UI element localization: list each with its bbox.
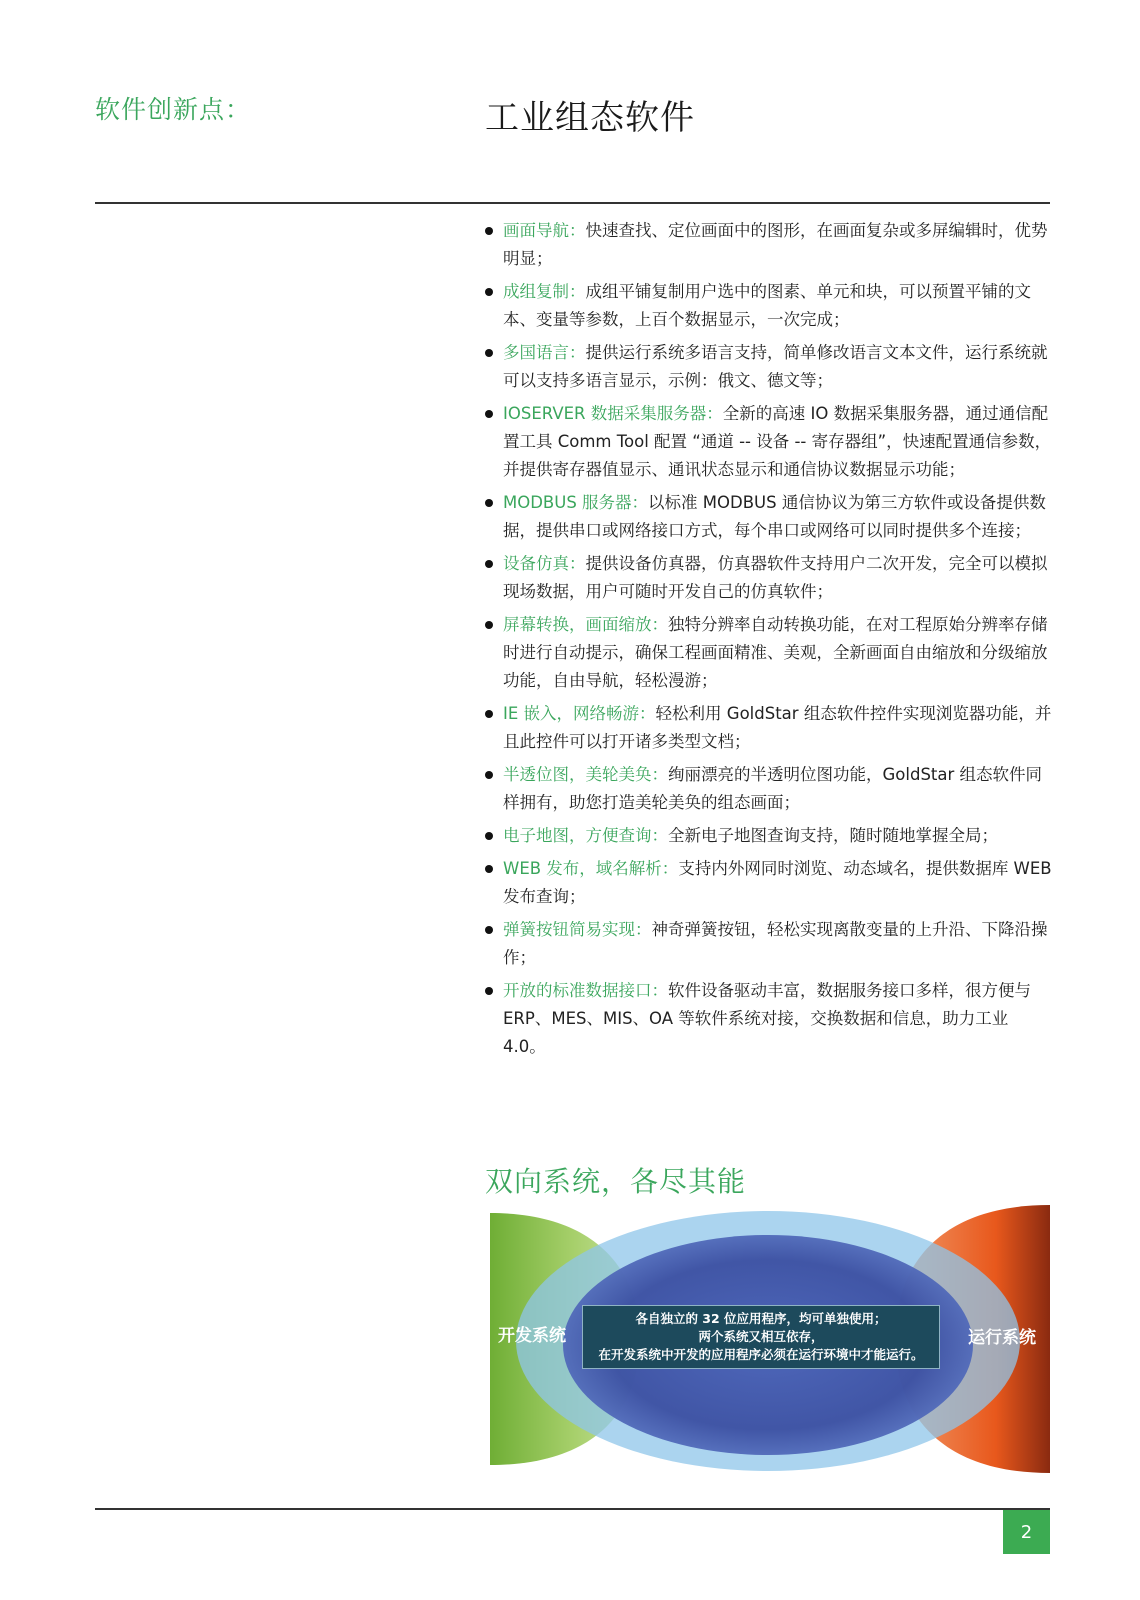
bullet-icon <box>485 560 493 568</box>
feature-key: MODBUS 服务器： <box>503 493 649 512</box>
feature-item <box>485 761 1055 817</box>
feature-item <box>485 400 1055 484</box>
feature-text: 轻松利用 GoldStar 组态软件控件实现浏览器功能，并且此控件可以打开诸多类型文档； <box>503 704 1052 751</box>
feature-key: 电子地图，方便查询： <box>503 826 668 845</box>
bullet-icon <box>485 227 493 235</box>
feature-text: 成组平铺复制用户选中的图素、单元和块，可以预置平铺的文本、变量等参数，上百个数据显示，一次完成； <box>503 282 1031 329</box>
page-title: 工业组态软件 <box>485 98 695 138</box>
feature-text: 提供运行系统多语言支持，简单修改语言文本文件，运行系统就可以支持多语言显示，示例：俄文、德文等； <box>503 343 1048 390</box>
feature-item <box>485 489 1055 545</box>
feature-item <box>485 855 1055 911</box>
page-number: 2 <box>1003 1510 1050 1554</box>
feature-text: 以标准 MODBUS 通信协议为第三方软件或设备提供数据，提供串口或网络接口方式，每个串口或网络可以同时提供多个连接； <box>503 493 1046 540</box>
feature-key: 半透位图，美轮美奂： <box>503 765 668 784</box>
bullet-icon <box>485 710 493 718</box>
feature-item <box>485 700 1055 756</box>
feature-item <box>485 822 1055 850</box>
feature-list <box>485 217 1055 1066</box>
dual-system-diagram <box>490 1205 1050 1473</box>
feature-key: 开放的标准数据接口： <box>503 981 668 1000</box>
run-system-label: 运行系统 <box>968 1328 1036 1348</box>
feature-text: 神奇弹簧按钮，轻松实现离散变量的上升沿、下降沿操作； <box>503 920 1048 967</box>
feature-text: 提供设备仿真器，仿真器软件支持用户二次开发，完全可以模拟现场数据，用户可随时开发自己的仿真软件； <box>503 554 1048 601</box>
feature-text: 软件设备驱动丰富，数据服务接口多样，很方便与 ERP、MES、MIS、OA 等软件系统对接，交换数据和信息，助力工业 4.0。 <box>503 981 1031 1056</box>
feature-text: 全新的高速 IO 数据采集服务器，通过通信配置工具 Comm Tool 配置 “通道 -- 设备 -- 寄存器组”，快速配置通信参数，并提供寄存器值显示、通讯状态显示和通信协议数据显示功能； <box>503 404 1052 479</box>
center-line: 各自独立的 32 位应用程序，均可单独使用； <box>635 1311 887 1326</box>
feature-key: 设备仿真： <box>503 554 586 573</box>
feature-item <box>485 916 1055 972</box>
center-line: 两个系统又相互依存， <box>698 1329 824 1344</box>
section-label: 软件创新点： <box>95 95 252 124</box>
bullet-icon <box>485 832 493 840</box>
bullet-icon <box>485 987 493 995</box>
bullet-icon <box>485 926 493 934</box>
feature-item <box>485 611 1055 695</box>
feature-key: IE 嵌入，网络畅游： <box>503 704 656 723</box>
feature-key: WEB 发布，域名解析： <box>503 859 679 878</box>
feature-item <box>485 550 1055 606</box>
feature-text: 快速查找、定位画面中的图形，在画面复杂或多屏编辑时，优势明显； <box>503 221 1048 268</box>
bullet-icon <box>485 621 493 629</box>
feature-item <box>485 217 1055 273</box>
bullet-icon <box>485 349 493 357</box>
top-divider <box>95 202 1050 204</box>
bullet-icon <box>485 410 493 418</box>
feature-key: 成组复制： <box>503 282 586 301</box>
feature-key: IOSERVER 数据采集服务器： <box>503 404 723 423</box>
feature-text: 绚丽漂亮的半透明位图功能，GoldStar 组态软件同样拥有，助您打造美轮美奂的组态画面； <box>503 765 1043 812</box>
feature-item <box>485 339 1055 395</box>
bullet-icon <box>485 865 493 873</box>
bullet-icon <box>485 288 493 296</box>
diagram-title: 双向系统，各尽其能 <box>485 1165 747 1198</box>
dev-system-label: 开发系统 <box>498 1326 566 1346</box>
feature-key: 弹簧按钮简易实现： <box>503 920 652 939</box>
bottom-divider <box>95 1508 1050 1510</box>
feature-item <box>485 278 1055 334</box>
feature-key: 画面导航： <box>503 221 586 240</box>
feature-text: 全新电子地图查询支持，随时随地掌握全局； <box>668 826 998 845</box>
feature-key: 多国语言： <box>503 343 586 362</box>
bullet-icon <box>485 771 493 779</box>
bullet-icon <box>485 499 493 507</box>
feature-text: 支持内外网同时浏览、动态域名，提供数据库 WEB 发布查询； <box>503 859 1052 906</box>
feature-item <box>485 977 1055 1061</box>
center-line: 在开发系统中开发的应用程序必须在运行环境中才能运行。 <box>598 1347 924 1362</box>
feature-key: 屏幕转换，画面缩放： <box>503 615 668 634</box>
center-description <box>582 1305 940 1369</box>
feature-text: 独特分辨率自动转换功能，在对工程原始分辨率存储时进行自动提示，确保工程画面精准、美观，全新画面自由缩放和分级缩放功能，自由导航，轻松漫游； <box>503 615 1048 690</box>
